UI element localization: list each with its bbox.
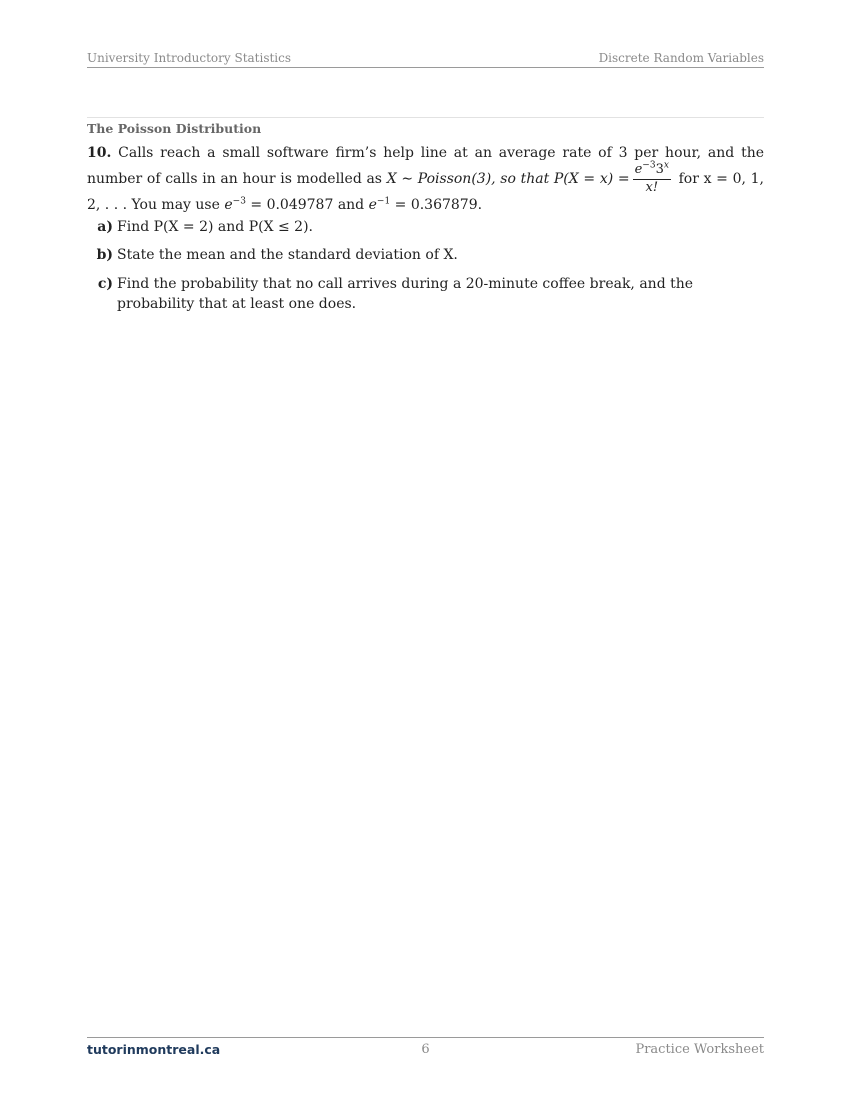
problem-domain: for x = 0, 1, 2, . . . You may use <box>87 171 764 213</box>
problem-parts <box>87 217 764 314</box>
pmf-denominator: x! <box>645 179 659 195</box>
problem-10 <box>87 143 764 322</box>
section-divider <box>87 117 764 118</box>
pmf-numerator: $e^{-3}3^x$ <box>633 163 671 179</box>
problem-model: X ∼ Poisson(3), so that P(X = x) = <box>386 171 630 188</box>
part-label: b) <box>96 247 113 264</box>
problem-statement: 10. Calls reach a small software firm’s help line at an average rate of 3 per hour, and the number of calls in an hour is modelled as X ∼ Poisson(3), so that P(X = x) = $\frac{e^{-3}3^x}{x!}$ for x = 0, 1, 2, . . . You may use $e^{-3} = 0.049787$ and $e^{-1} = 0.367879$. <box>87 145 764 213</box>
hint-value-2: = 0.367879. <box>394 196 483 213</box>
section-title: The Poisson Distribution <box>87 121 262 136</box>
page-footer <box>87 1042 764 1060</box>
part-text: Find P(X = 2) and P(X ≤ 2). <box>117 219 313 236</box>
problem-intro: Calls reach a small software firm’s help line at an average rate of 3 per hour, and the number of calls in an hour is modelled as <box>87 145 764 188</box>
part-text: Find the probability that no call arrives during a 20-minute coffee break, and the probability that at least one does. <box>117 275 694 313</box>
problem-number: 10. <box>87 145 112 161</box>
header-rule <box>87 67 764 68</box>
header-chapter-title: Discrete Random Variables <box>598 51 764 65</box>
footer-document-type: Practice Worksheet <box>635 1042 764 1057</box>
part-b <box>87 245 764 265</box>
pmf-fraction <box>633 160 671 195</box>
footer-rule <box>87 1037 764 1038</box>
hint-value-1: = 0.049787 and <box>250 196 365 213</box>
part-c <box>87 274 764 315</box>
page-header <box>87 51 764 67</box>
part-text: State the mean and the standard deviation of X. <box>117 247 458 264</box>
footer-site-link[interactable]: tutorinmontreal.ca <box>87 1042 221 1057</box>
header-course-title: University Introductory Statistics <box>87 51 292 65</box>
part-label: c) <box>97 275 113 292</box>
part-label: a) <box>97 219 113 236</box>
part-a <box>87 217 764 237</box>
page-number: 6 <box>421 1042 430 1057</box>
